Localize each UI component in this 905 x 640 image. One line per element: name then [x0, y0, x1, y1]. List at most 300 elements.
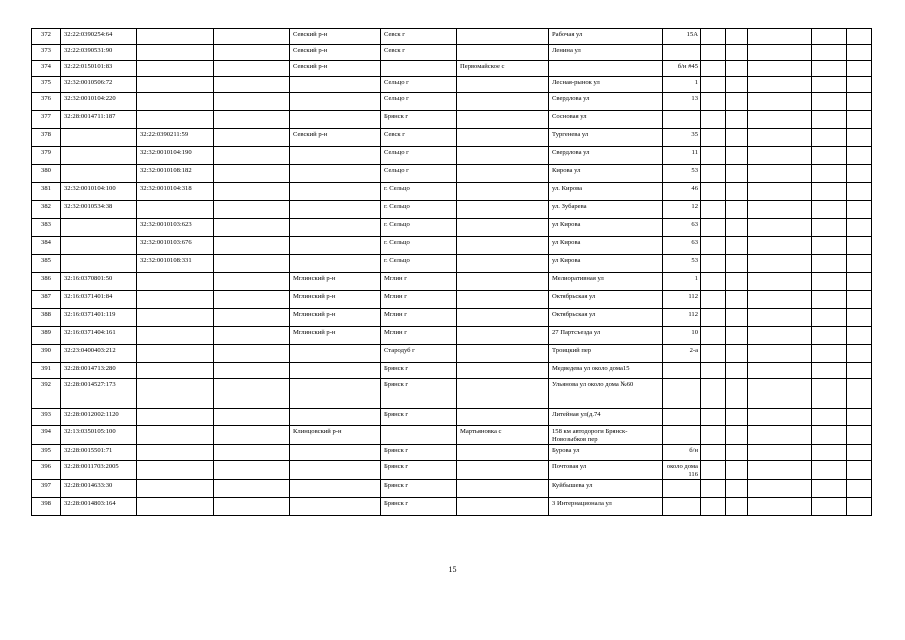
row-number-cell: 395 [32, 445, 61, 461]
row-number-cell: 381 [32, 183, 61, 201]
city-cell: г. Сельцо [381, 201, 457, 219]
house-cell [663, 379, 701, 409]
cadastral-number-2-cell [137, 29, 214, 45]
settlement-cell [457, 309, 549, 327]
table-row [32, 183, 872, 201]
empty-cell [812, 111, 847, 129]
street-cell: ул Кирова [549, 255, 663, 273]
empty-cell [847, 237, 872, 255]
col-empty-cell [214, 291, 290, 309]
cadastral-number-2-cell [137, 363, 214, 379]
district-cell [290, 237, 381, 255]
empty-cell [812, 255, 847, 273]
empty-cell [847, 309, 872, 327]
row-number-cell: 373 [32, 45, 61, 61]
col-empty-cell [214, 255, 290, 273]
table-row [32, 237, 872, 255]
empty-cell [726, 45, 748, 61]
cadastral-number-2-cell [137, 379, 214, 409]
cadastral-number-cell: 32:22:0390254:64 [61, 29, 137, 45]
street-cell: Мелиоративная ул [549, 273, 663, 291]
empty-cell [847, 291, 872, 309]
table-row [32, 219, 872, 237]
row-number-cell: 397 [32, 480, 61, 498]
settlement-cell [457, 345, 549, 363]
empty-cell [701, 291, 726, 309]
row-number-cell: 386 [32, 273, 61, 291]
settlement-cell: Первомайское с [457, 61, 549, 77]
empty-cell [847, 111, 872, 129]
empty-cell [701, 129, 726, 147]
empty-cell [812, 219, 847, 237]
street-cell: 3 Интернационала ул [549, 498, 663, 516]
table-row [32, 363, 872, 379]
cadastral-number-cell: 32:28:0014713:280 [61, 363, 137, 379]
city-cell: г. Сельцо [381, 237, 457, 255]
district-cell: Севский р-н [290, 129, 381, 147]
settlement-cell [457, 147, 549, 165]
empty-cell [748, 77, 812, 93]
empty-cell [812, 426, 847, 445]
table-row [32, 461, 872, 480]
cadastral-number-cell: 32:28:0014527:173 [61, 379, 137, 409]
empty-cell [748, 409, 812, 426]
empty-cell [847, 327, 872, 345]
empty-cell [701, 255, 726, 273]
street-cell: Медведева ул около дома15 [549, 363, 663, 379]
table-row [32, 498, 872, 516]
district-cell [290, 77, 381, 93]
empty-cell [847, 93, 872, 111]
empty-cell [726, 461, 748, 480]
cadastral-number-cell: 32:32:0010534:38 [61, 201, 137, 219]
empty-cell [748, 111, 812, 129]
cadastral-number-cell: 32:28:0014711:187 [61, 111, 137, 129]
table-row [32, 309, 872, 327]
row-number-cell: 390 [32, 345, 61, 363]
cadastral-number-cell: 32:16:0371404:161 [61, 327, 137, 345]
street-cell: Кирова ул [549, 165, 663, 183]
district-cell [290, 461, 381, 480]
empty-cell [701, 409, 726, 426]
city-cell: Мглин г [381, 309, 457, 327]
empty-cell [701, 93, 726, 111]
settlement-cell [457, 77, 549, 93]
registry-table [31, 28, 872, 516]
table-row [32, 409, 872, 426]
settlement-cell [457, 237, 549, 255]
empty-cell [748, 255, 812, 273]
cadastral-number-2-cell [137, 498, 214, 516]
empty-cell [748, 291, 812, 309]
row-number-cell: 398 [32, 498, 61, 516]
street-cell: Свердлова ул [549, 147, 663, 165]
empty-cell [847, 165, 872, 183]
empty-cell [847, 219, 872, 237]
city-cell: Брянск г [381, 461, 457, 480]
empty-cell [701, 327, 726, 345]
city-cell: Брянск г [381, 379, 457, 409]
street-cell: Троицкий пер [549, 345, 663, 363]
empty-cell [726, 29, 748, 45]
district-cell [290, 445, 381, 461]
empty-cell [726, 219, 748, 237]
district-cell [290, 345, 381, 363]
cadastral-number-2-cell: 32:32:0010108:182 [137, 165, 214, 183]
city-cell [381, 426, 457, 445]
row-number-cell: 379 [32, 147, 61, 165]
col-empty-cell [214, 201, 290, 219]
cadastral-number-2-cell [137, 461, 214, 480]
house-cell: 63 [663, 237, 701, 255]
cadastral-number-2-cell: 32:32:0010103:676 [137, 237, 214, 255]
cadastral-number-cell [61, 147, 137, 165]
table-row [32, 327, 872, 345]
empty-cell [701, 426, 726, 445]
settlement-cell [457, 29, 549, 45]
city-cell: Брянск г [381, 480, 457, 498]
district-cell: Мглинский р-н [290, 309, 381, 327]
cadastral-number-cell: 32:32:0010104:220 [61, 93, 137, 111]
cadastral-number-cell [61, 129, 137, 147]
house-cell: 53 [663, 165, 701, 183]
district-cell: Севский р-н [290, 29, 381, 45]
settlement-cell [457, 461, 549, 480]
district-cell [290, 165, 381, 183]
street-cell: Октябрьская ул [549, 309, 663, 327]
empty-cell [701, 61, 726, 77]
empty-cell [847, 183, 872, 201]
empty-cell [701, 147, 726, 165]
empty-cell [847, 147, 872, 165]
col-empty-cell [214, 379, 290, 409]
cadastral-number-cell [61, 237, 137, 255]
table-row [32, 445, 872, 461]
street-cell: Ленина ул [549, 45, 663, 61]
empty-cell [812, 480, 847, 498]
table-row [32, 93, 872, 111]
city-cell: Мглин г [381, 327, 457, 345]
empty-cell [812, 129, 847, 147]
empty-cell [701, 219, 726, 237]
city-cell: Сельцо г [381, 93, 457, 111]
table-row [32, 29, 872, 45]
empty-cell [812, 183, 847, 201]
empty-cell [726, 498, 748, 516]
cadastral-number-cell: 32:28:0015501:71 [61, 445, 137, 461]
col-empty-cell [214, 426, 290, 445]
cadastral-number-2-cell [137, 273, 214, 291]
house-cell [663, 45, 701, 61]
empty-cell [726, 93, 748, 111]
col-empty-cell [214, 129, 290, 147]
empty-cell [748, 129, 812, 147]
empty-cell [726, 147, 748, 165]
empty-cell [812, 345, 847, 363]
col-empty-cell [214, 77, 290, 93]
empty-cell [701, 345, 726, 363]
street-cell: Тургенева ул [549, 129, 663, 147]
empty-cell [812, 409, 847, 426]
house-cell: 10 [663, 327, 701, 345]
house-cell: 1 [663, 273, 701, 291]
empty-cell [726, 183, 748, 201]
street-cell: Сосновая ул [549, 111, 663, 129]
empty-cell [726, 327, 748, 345]
cadastral-number-2-cell: 32:32:0010104:190 [137, 147, 214, 165]
cadastral-number-cell [61, 255, 137, 273]
settlement-cell [457, 379, 549, 409]
empty-cell [726, 379, 748, 409]
city-cell: г. Сельцо [381, 255, 457, 273]
settlement-cell [457, 327, 549, 345]
row-number-cell: 394 [32, 426, 61, 445]
cadastral-number-2-cell: 32:32:0010104:318 [137, 183, 214, 201]
empty-cell [726, 255, 748, 273]
empty-cell [701, 237, 726, 255]
row-number-cell: 389 [32, 327, 61, 345]
empty-cell [812, 147, 847, 165]
cadastral-number-2-cell [137, 93, 214, 111]
district-cell [290, 219, 381, 237]
empty-cell [812, 93, 847, 111]
city-cell: Севск г [381, 45, 457, 61]
street-cell: ул. Кирова [549, 183, 663, 201]
city-cell: Брянск г [381, 409, 457, 426]
street-cell: Литейная ул(д.74 [549, 409, 663, 426]
district-cell: Мглинский р-н [290, 273, 381, 291]
empty-cell [701, 309, 726, 327]
settlement-cell [457, 409, 549, 426]
empty-cell [748, 29, 812, 45]
house-cell: 46 [663, 183, 701, 201]
empty-cell [701, 461, 726, 480]
table-row [32, 345, 872, 363]
empty-cell [701, 379, 726, 409]
house-cell [663, 111, 701, 129]
settlement-cell [457, 498, 549, 516]
street-cell: Куйбышева ул [549, 480, 663, 498]
table-row [32, 45, 872, 61]
col-empty-cell [214, 183, 290, 201]
house-cell: 12 [663, 201, 701, 219]
district-cell [290, 183, 381, 201]
empty-cell [748, 345, 812, 363]
empty-cell [701, 111, 726, 129]
empty-cell [726, 129, 748, 147]
district-cell [290, 111, 381, 129]
col-empty-cell [214, 45, 290, 61]
cadastral-number-cell: 32:16:0371401:84 [61, 291, 137, 309]
empty-cell [726, 426, 748, 445]
street-cell: Свердлова ул [549, 93, 663, 111]
cadastral-number-cell: 32:22:0150101:83 [61, 61, 137, 77]
empty-cell [847, 445, 872, 461]
settlement-cell [457, 291, 549, 309]
empty-cell [726, 237, 748, 255]
col-empty-cell [214, 61, 290, 77]
row-number-cell: 378 [32, 129, 61, 147]
house-cell [663, 409, 701, 426]
district-cell [290, 379, 381, 409]
cadastral-number-cell: 32:16:0370801:50 [61, 273, 137, 291]
empty-cell [812, 498, 847, 516]
table-row [32, 61, 872, 77]
house-cell: 35 [663, 129, 701, 147]
col-empty-cell [214, 480, 290, 498]
city-cell: г. Сельцо [381, 219, 457, 237]
settlement-cell [457, 219, 549, 237]
settlement-cell [457, 45, 549, 61]
street-cell: Лесная-рынок ул [549, 77, 663, 93]
empty-cell [847, 129, 872, 147]
district-cell [290, 409, 381, 426]
empty-cell [812, 29, 847, 45]
empty-cell [748, 93, 812, 111]
empty-cell [748, 147, 812, 165]
cadastral-number-2-cell [137, 426, 214, 445]
cadastral-number-2-cell [137, 61, 214, 77]
house-cell: 1 [663, 77, 701, 93]
street-cell: Рабочая ул [549, 29, 663, 45]
empty-cell [701, 498, 726, 516]
empty-cell [812, 327, 847, 345]
empty-cell [748, 61, 812, 77]
cadastral-number-cell: 32:28:0014633:30 [61, 480, 137, 498]
cadastral-number-2-cell [137, 201, 214, 219]
row-number-cell: 392 [32, 379, 61, 409]
col-empty-cell [214, 327, 290, 345]
empty-cell [812, 291, 847, 309]
col-empty-cell [214, 345, 290, 363]
house-cell [663, 498, 701, 516]
empty-cell [748, 273, 812, 291]
house-cell: 13 [663, 93, 701, 111]
empty-cell [812, 201, 847, 219]
cadastral-number-2-cell: 32:32:0010108:331 [137, 255, 214, 273]
empty-cell [701, 183, 726, 201]
empty-cell [748, 480, 812, 498]
empty-cell [847, 363, 872, 379]
empty-cell [748, 379, 812, 409]
settlement-cell [457, 129, 549, 147]
empty-cell [812, 363, 847, 379]
district-cell [290, 93, 381, 111]
empty-cell [701, 165, 726, 183]
row-number-cell: 380 [32, 165, 61, 183]
street-cell: Октябрьская ул [549, 291, 663, 309]
col-empty-cell [214, 273, 290, 291]
empty-cell [847, 255, 872, 273]
district-cell [290, 201, 381, 219]
cadastral-number-cell: 32:28:0014803:164 [61, 498, 137, 516]
empty-cell [812, 165, 847, 183]
cadastral-number-cell [61, 165, 137, 183]
street-cell: Бурова ул [549, 445, 663, 461]
empty-cell [847, 201, 872, 219]
row-number-cell: 374 [32, 61, 61, 77]
row-number-cell: 376 [32, 93, 61, 111]
house-cell: б/н [663, 445, 701, 461]
city-cell: Севск г [381, 129, 457, 147]
city-cell: Брянск г [381, 111, 457, 129]
empty-cell [701, 77, 726, 93]
house-cell: около дома 116 [663, 461, 701, 480]
city-cell: Стародуб г [381, 345, 457, 363]
city-cell [381, 61, 457, 77]
table-row [32, 129, 872, 147]
empty-cell [726, 345, 748, 363]
district-cell: Севский р-н [290, 45, 381, 61]
empty-cell [847, 45, 872, 61]
cadastral-number-2-cell [137, 345, 214, 363]
settlement-cell [457, 273, 549, 291]
empty-cell [748, 201, 812, 219]
city-cell: г. Сельцо [381, 183, 457, 201]
empty-cell [748, 445, 812, 461]
empty-cell [726, 77, 748, 93]
street-cell: 158 км автодороги Брянск-Новозыбков пер [549, 426, 663, 445]
empty-cell [748, 327, 812, 345]
settlement-cell [457, 480, 549, 498]
settlement-cell [457, 201, 549, 219]
city-cell: Брянск г [381, 498, 457, 516]
empty-cell [726, 111, 748, 129]
empty-cell [847, 61, 872, 77]
table-row [32, 273, 872, 291]
empty-cell [726, 480, 748, 498]
row-number-cell: 375 [32, 77, 61, 93]
empty-cell [847, 461, 872, 480]
city-cell: Брянск г [381, 363, 457, 379]
col-empty-cell [214, 363, 290, 379]
street-cell: Почтовая ул [549, 461, 663, 480]
empty-cell [748, 426, 812, 445]
house-cell: 11 [663, 147, 701, 165]
house-cell: 2-а [663, 345, 701, 363]
empty-cell [726, 445, 748, 461]
empty-cell [748, 165, 812, 183]
district-cell [290, 498, 381, 516]
settlement-cell [457, 93, 549, 111]
district-cell [290, 255, 381, 273]
cadastral-number-cell: 32:32:0010506:72 [61, 77, 137, 93]
row-number-cell: 383 [32, 219, 61, 237]
cadastral-number-cell: 32:28:0011703:2005 [61, 461, 137, 480]
empty-cell [812, 379, 847, 409]
table-row [32, 480, 872, 498]
cadastral-number-cell: 32:28:0012002:1120 [61, 409, 137, 426]
house-cell [663, 363, 701, 379]
row-number-cell: 388 [32, 309, 61, 327]
city-cell: Сельцо г [381, 77, 457, 93]
empty-cell [726, 165, 748, 183]
district-cell: Мглинский р-н [290, 291, 381, 309]
table-row [32, 291, 872, 309]
col-empty-cell [214, 498, 290, 516]
settlement-cell [457, 111, 549, 129]
col-empty-cell [214, 237, 290, 255]
cadastral-number-2-cell [137, 327, 214, 345]
settlement-cell [457, 255, 549, 273]
house-cell: б/н #45 [663, 61, 701, 77]
district-cell [290, 363, 381, 379]
empty-cell [748, 498, 812, 516]
row-number-cell: 377 [32, 111, 61, 129]
city-cell: Сельцо г [381, 147, 457, 165]
empty-cell [748, 461, 812, 480]
empty-cell [748, 309, 812, 327]
